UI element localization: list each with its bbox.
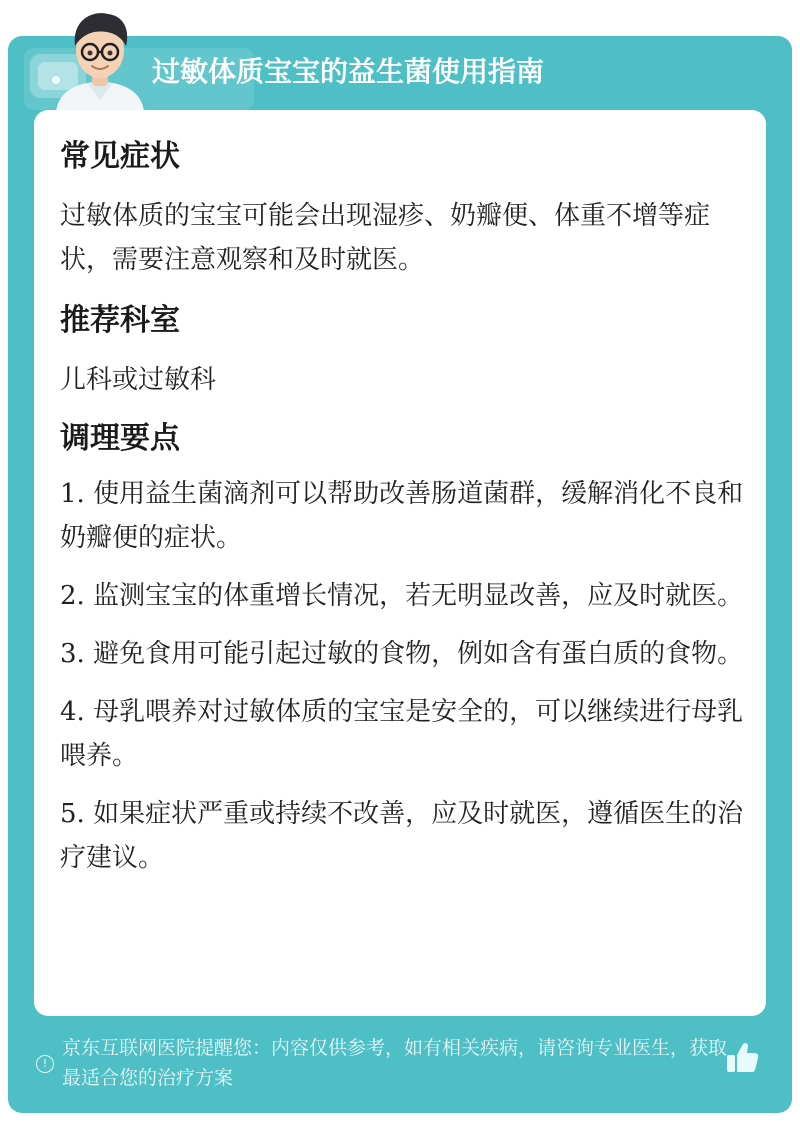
content-card	[34, 110, 766, 1016]
list-item-text: 监测宝宝的体重增长情况，若无明显改善，应及时就医。	[93, 581, 744, 611]
care-heading: 调理要点	[60, 421, 180, 456]
list-item-number: 2.	[60, 581, 85, 611]
symptoms-heading: 常见症状	[60, 139, 180, 174]
department-heading: 推荐科室	[60, 303, 180, 338]
list-item	[60, 792, 750, 880]
symptoms-text: 过敏体质的宝宝可能会出现湿疹、奶瓣便、体重不增等症状，需要注意观察和及时就医。	[60, 201, 711, 275]
thumbs-up-icon[interactable]	[724, 1040, 760, 1076]
page-title: 过敏体质宝宝的益生菌使用指南	[152, 55, 545, 88]
disclaimer-text: 京东互联网医院提醒您：内容仅供参考，如有相关疾病，请咨询专业医生，获取最适合您的治疗方案	[62, 1037, 728, 1089]
list-item	[60, 472, 750, 560]
list-item-number: 3.	[60, 639, 85, 669]
list-item	[60, 632, 750, 676]
department-text: 儿科或过敏科	[60, 365, 217, 395]
info-icon: !	[36, 1055, 54, 1073]
list-item-text: 母乳喂养对过敏体质的宝宝是安全的，可以继续进行母乳喂养。	[60, 697, 744, 771]
list-item-text: 如果症状严重或持续不改善，应及时就医，遵循医生的治疗建议。	[60, 799, 744, 873]
doctor-avatar	[48, 4, 152, 112]
list-item-text: 使用益生菌滴剂可以帮助改善肠道菌群，缓解消化不良和奶瓣便的症状。	[60, 479, 744, 553]
list-item-number: 5.	[60, 799, 85, 829]
care-list	[60, 472, 750, 880]
list-item	[60, 690, 750, 778]
list-item-number: 4.	[60, 697, 85, 727]
list-item	[60, 574, 750, 618]
list-item-number: 1.	[60, 479, 85, 509]
article-body	[60, 130, 750, 894]
list-item-text: 避免食用可能引起过敏的食物，例如含有蛋白质的食物。	[93, 639, 744, 669]
